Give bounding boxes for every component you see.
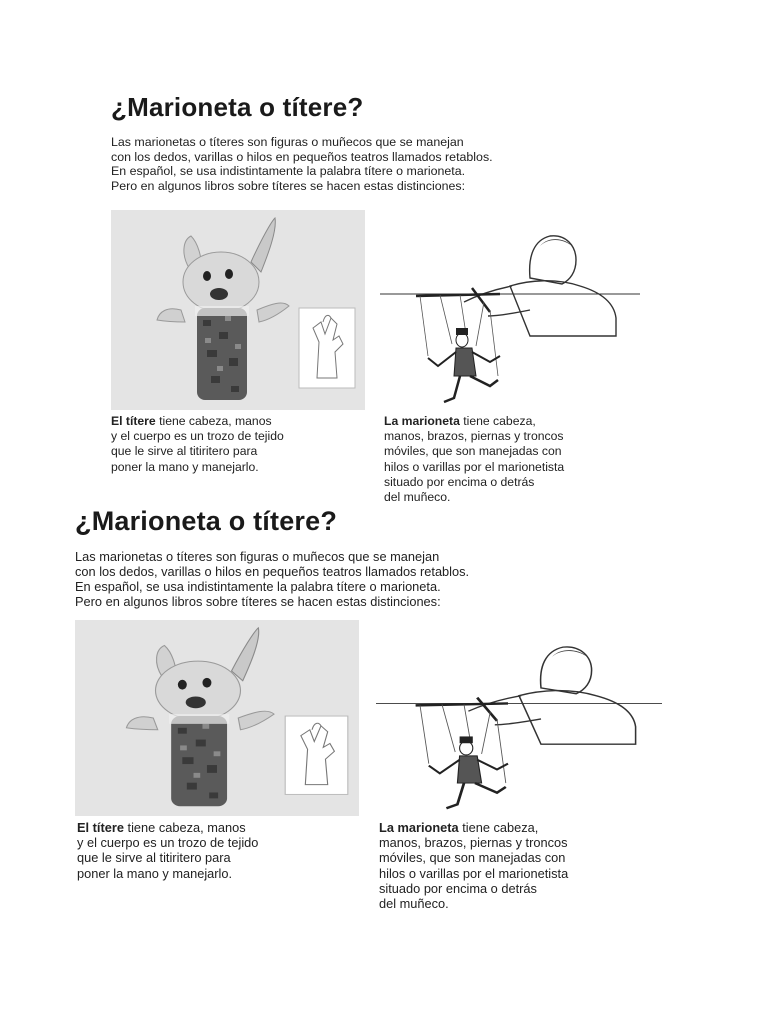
titere-caption	[111, 414, 284, 475]
titere-caption-first: tiene cabeza, manos	[155, 414, 272, 428]
titere-photo	[75, 620, 359, 816]
marioneta-caption-line: situado por encima o detrás	[384, 474, 535, 489]
intro-paragraph	[75, 549, 469, 609]
marioneta-caption-line: del muñeco.	[384, 490, 451, 505]
marioneta-term: La marioneta	[384, 414, 460, 428]
titere-caption-line: y el cuerpo es un trozo de tejido	[111, 429, 284, 444]
intro-line: Las marionetas o títeres son figuras o muñecos que se manejan	[75, 549, 440, 564]
marioneta-caption	[379, 820, 568, 911]
marioneta-caption-line: manos, brazos, piernas y troncos	[379, 835, 568, 851]
marioneta-caption-line: manos, brazos, piernas y troncos	[384, 429, 564, 444]
marionette-icon	[376, 618, 662, 818]
marioneta-caption-line: móviles, que son manejadas con	[384, 444, 562, 459]
intro-line: En español, se usa indistintamente la palabra títere o marioneta.	[111, 164, 466, 179]
article-title: ¿Marioneta o títere?	[75, 506, 338, 536]
intro-line: Pero en algunos libros sobre títeres se hacen estas distinciones:	[111, 178, 466, 193]
titere-term: El títere	[111, 414, 156, 428]
marioneta-caption-line: móviles, que son manejadas con	[379, 850, 566, 866]
titere-caption-first: tiene cabeza, manos	[123, 820, 246, 835]
marioneta-caption	[384, 414, 564, 505]
marioneta-caption-line: hilos o varillas por el marionetista	[379, 865, 569, 881]
article-title: ¿Marioneta o títere?	[111, 92, 364, 122]
glove-puppet-icon	[75, 620, 359, 816]
marioneta-caption-line: del muñeco.	[379, 896, 449, 912]
titere-caption-line: que le sirve al titiritero para	[77, 850, 231, 866]
intro-line: con los dedos, varillas o hilos en pequeños teatros llamados retablos.	[111, 149, 493, 164]
marioneta-caption-first: tiene cabeza,	[458, 820, 539, 835]
titere-caption-line: poner la mano y manejarlo.	[77, 865, 233, 881]
intro-line: Pero en algunos libros sobre títeres se hacen estas distinciones:	[75, 594, 441, 609]
intro-line: En español, se usa indistintamente la palabra títere o marioneta.	[75, 579, 441, 594]
titere-caption-line: poner la mano y manejarlo.	[111, 459, 259, 474]
marioneta-term: La marioneta	[379, 820, 459, 835]
marioneta-caption-line: situado por encima o detrás	[379, 880, 537, 896]
titere-caption-line: que le sirve al titiritero para	[111, 444, 258, 459]
intro-line: con los dedos, varillas o hilos en pequeños teatros llamados retablos.	[75, 564, 470, 579]
titere-caption	[77, 820, 258, 881]
marioneta-caption-first: tiene cabeza,	[459, 414, 536, 428]
marioneta-caption-line: hilos o varillas por el marionetista	[384, 459, 565, 474]
marioneta-drawing	[376, 618, 662, 818]
titere-caption-line: y el cuerpo es un trozo de tejido	[77, 835, 259, 851]
titere-term: El títere	[77, 820, 124, 835]
intro-line: Las marionetas o títeres son figuras o muñecos que se manejan	[111, 135, 464, 149]
